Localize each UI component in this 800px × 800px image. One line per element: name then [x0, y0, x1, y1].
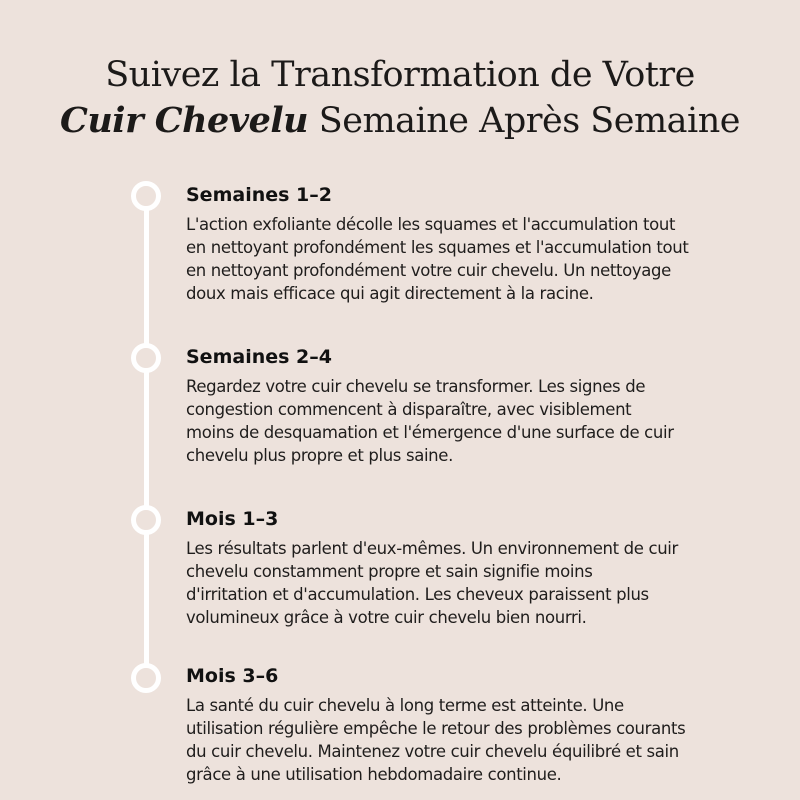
timeline-step-2 — [186, 345, 776, 467]
step-heading: Mois 1–3 — [186, 508, 279, 530]
title-line-2-rest: Semaine Après Semaine — [308, 101, 740, 141]
title-line-1: Suivez la Transformation de Votre — [105, 55, 695, 95]
timeline-step-3 — [186, 507, 776, 629]
page-title — [0, 52, 800, 144]
timeline-step-1 — [186, 183, 776, 305]
timeline-dot-4 — [131, 663, 161, 693]
step-description: Les résultats parlent d'eux-mêmes. Un environnement de cuir chevelu constamment propre et sain signifie moins d'irritation et d'accumulation. Les cheveux paraissent plus volumineux grâce à votre cuir chevelu bien nourri. — [186, 539, 678, 627]
title-line-2 — [0, 98, 800, 144]
timeline-line — [144, 194, 149, 674]
step-description: La santé du cuir chevelu à long terme est atteinte. Une utilisation régulière empêche le retour des problèmes courants du cuir chevelu. Maintenez votre cuir chevelu équilibré et sain grâce à une utilisation hebdomadaire continue. — [186, 696, 686, 784]
timeline-dot-2 — [131, 343, 161, 373]
step-description: Regardez votre cuir chevelu se transformer. Les signes de congestion commencent à disparaître, avec visiblement moins de desquamation et l'émergence d'une surface de cuir chevelu plus propre et plus saine. — [186, 377, 674, 465]
title-emphasis: Cuir Chevelu — [59, 100, 309, 141]
timeline-step-4 — [186, 664, 776, 786]
timeline-dot-1 — [131, 181, 161, 211]
step-heading: Semaines 1–2 — [186, 184, 332, 206]
timeline-dot-3 — [131, 505, 161, 535]
step-heading: Semaines 2–4 — [186, 346, 332, 368]
step-heading: Mois 3–6 — [186, 665, 279, 687]
step-description: L'action exfoliante décolle les squames et l'accumulation tout en nettoyant profondément les squames et l'accumulation tout en nettoyant profondément votre cuir chevelu. Un nettoyage doux mais efficace qui agit directement à la racine. — [186, 215, 689, 303]
